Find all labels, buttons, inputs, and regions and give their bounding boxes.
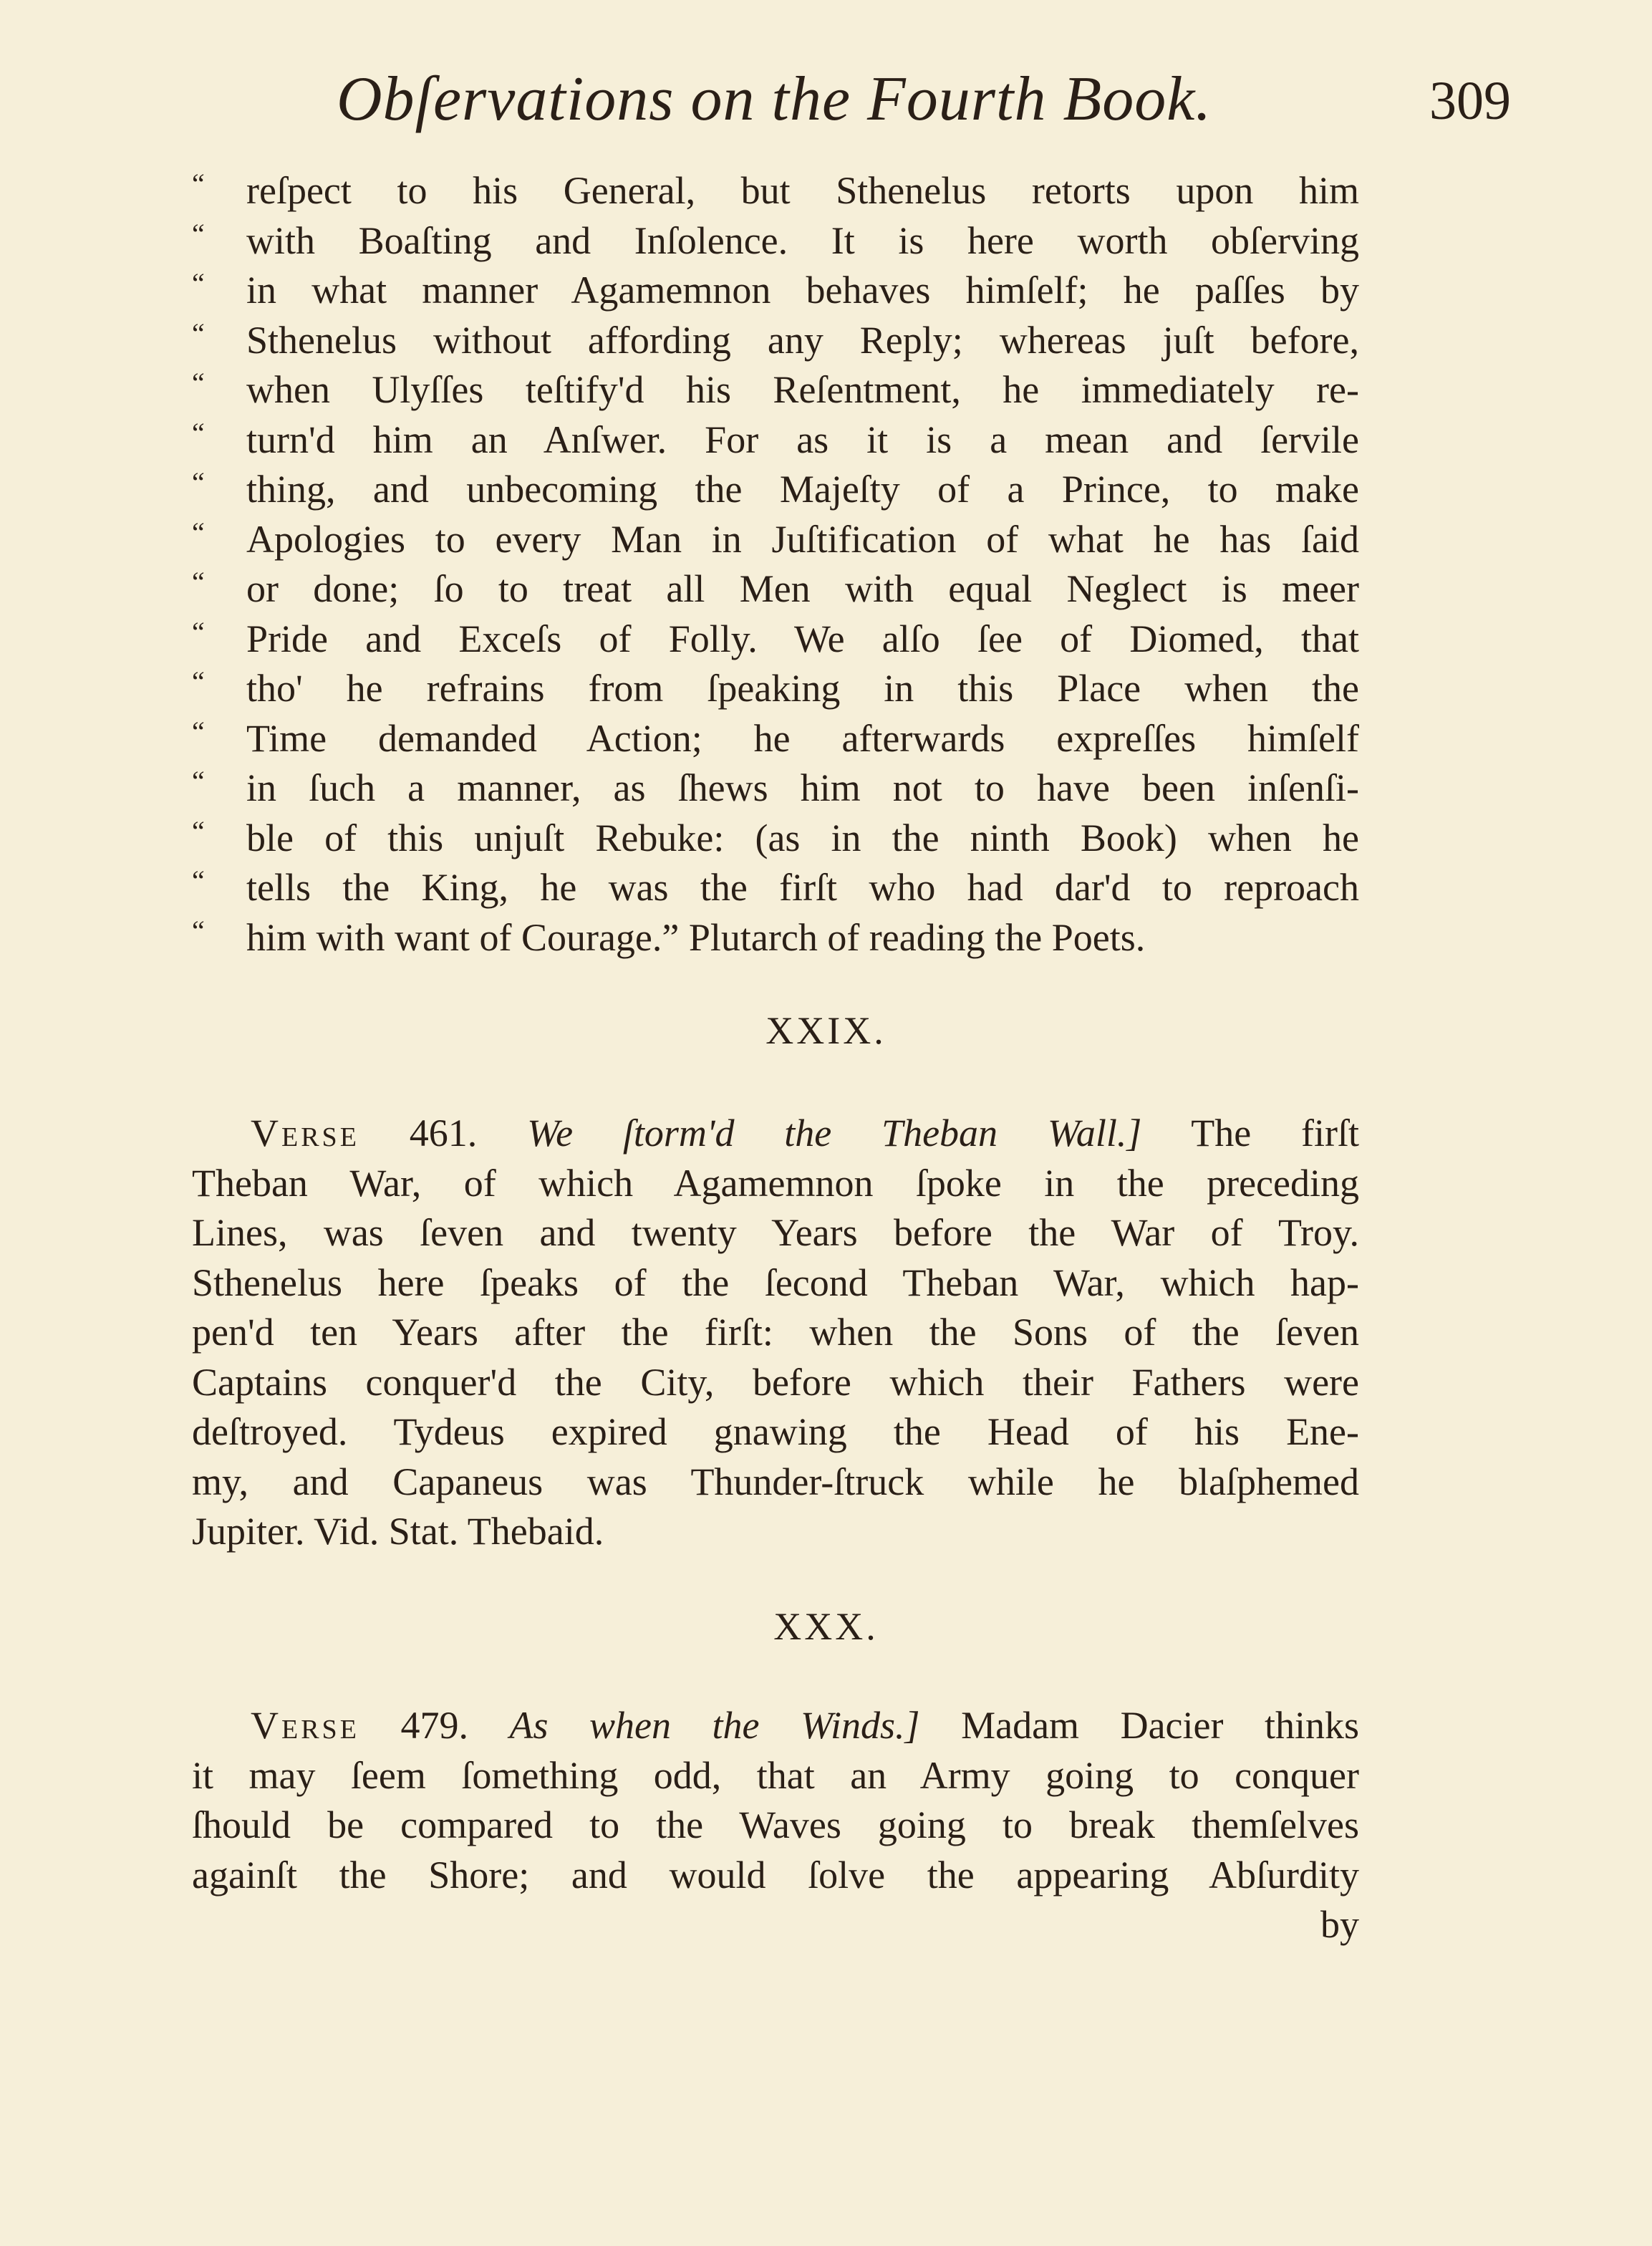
quote-mark: “ [192,765,205,797]
quote-line [192,564,1359,614]
quote-line [192,515,1359,565]
paragraph-line: my, and Capaneus was Thunder-ſtruck while he blaſphemed [192,1460,1359,1503]
paragraph-line: The firſt [1191,1112,1360,1155]
verse-lemma: We ſtorm'd the Theban Wall.] [527,1112,1142,1155]
catchword: by [1320,1903,1359,1946]
quote-line [192,166,1359,216]
paragraph-line: Jupiter. Vid. Stat. Thebaid. [192,1510,604,1553]
quote-mark: “ [192,715,205,748]
quote-text: ble of this unjuſt Rebuke: (as in the ninth Book) when he [246,816,1359,859]
running-head [243,63,1511,149]
quote-line [192,365,1359,415]
quote-line [192,913,1359,963]
quote-text: tells the King, he was the firſt who had dar'd to reproach [246,866,1359,909]
verse-line [192,1109,1359,1159]
quote-line [192,415,1359,466]
quote-text: turn'd him an Anſwer. For as it is a mean and ſervile [246,418,1359,461]
paragraph-line: Sthenelus here ſpeaks of the ſecond Theban War, which hap- [192,1261,1359,1304]
paragraph-line: deſtroyed. Tydeus expired gnawing the Head of his Ene- [192,1410,1359,1453]
verse-lemma: As when the Winds.] [509,1704,920,1747]
section-heading-xxx: XXX. [773,1605,879,1648]
quote-mark: “ [192,814,205,847]
quote-mark: “ [192,516,205,549]
paragraph-line: Captains conquer'd the City, before which their Fathers were [192,1360,1359,1404]
verse-number: 479. [400,1704,468,1747]
quote-mark: “ [192,168,205,200]
paragraph-line: Theban War, of which Agamemnon ſpoke in the preceding [192,1161,1359,1205]
quote-line [192,614,1359,665]
quote-line [192,266,1359,316]
quote-mark: “ [192,367,205,399]
quote-mark: “ [192,864,205,897]
quote-text: thing, and unbecoming the Majeſty of a Prince, to make [246,468,1359,511]
quote-mark: “ [192,665,205,698]
quote-mark: “ [192,914,205,947]
quote-text: Apologies to every Man in Juſtification of what he has ſaid [246,517,1359,561]
verse-line [192,1701,1359,1751]
quote-mark: “ [192,566,205,598]
section-heading-xxix: XXIX. [765,1009,887,1052]
quote-text: reſpect to his General, but Sthenelus retorts upon him [246,169,1359,212]
quote-text: tho' he refrains from ſpeaking in this Place when the [246,667,1359,710]
quote-mark: “ [192,217,205,250]
quote-mark: “ [192,466,205,498]
quote-mark: “ [192,267,205,299]
quote-line [192,763,1359,814]
quote-mark: “ [192,615,205,648]
quote-text: with Boaſting and Inſolence. It is here worth obſerving [246,218,1359,262]
quote-text: Sthenelus without affording any Reply; whereas juſt before, [246,318,1359,362]
quote-text: in what manner Agamemnon behaves himſelf; he paſſes by [246,269,1359,312]
running-title: Obſervations on the Fourth Book. [337,64,1212,134]
quote-block [192,166,1359,963]
quote-line [192,316,1359,366]
paragraph-line: it may ſeem ſomething odd, that an Army going to conquer [192,1753,1359,1797]
verse-label: Verse [251,1704,359,1747]
quote-line [192,863,1359,913]
paragraph-line: Madam Dacier thinks [961,1704,1360,1747]
quote-text: in ſuch a manner, as ſhews him not to have been inſenſi- [246,766,1359,809]
section-xxix-paragraph [192,1109,1359,1557]
quote-text: Pride and Exceſs of Folly. We alſo ſee of Diomed, that [246,617,1359,660]
quote-line [192,714,1359,764]
quote-text: or done; ſo to treat all Men with equal Neglect is meer [246,567,1359,610]
quote-mark: “ [192,416,205,449]
quote-line [192,814,1359,864]
quote-text: when Ulyſſes teſtify'd his Reſentment, he immediately re- [246,368,1359,411]
quote-line [192,465,1359,515]
paragraph-line: Lines, was ſeven and twenty Years before the War of Troy. [192,1211,1359,1254]
verse-number: 461. [409,1112,478,1155]
quote-line [192,216,1359,266]
paragraph-line: pen'd ten Years after the firſt: when the Sons of the ſeven [192,1311,1359,1354]
verse-label: Verse [251,1112,359,1155]
paragraph-line: ſhould be compared to the Waves going to break themſelves [192,1803,1359,1846]
paragraph-line: againſt the Shore; and would ſolve the appearing Abſurdity [192,1853,1359,1896]
quote-mark: “ [192,317,205,350]
section-xxx-paragraph [192,1701,1359,1950]
quote-text: Time demanded Action; he afterwards expreſſes himſelf [246,716,1359,760]
quote-line [192,664,1359,714]
quote-text: him with want of Courage.” Plutarch of reading the Poets. [246,915,1146,959]
page-number: 309 [1429,71,1511,131]
